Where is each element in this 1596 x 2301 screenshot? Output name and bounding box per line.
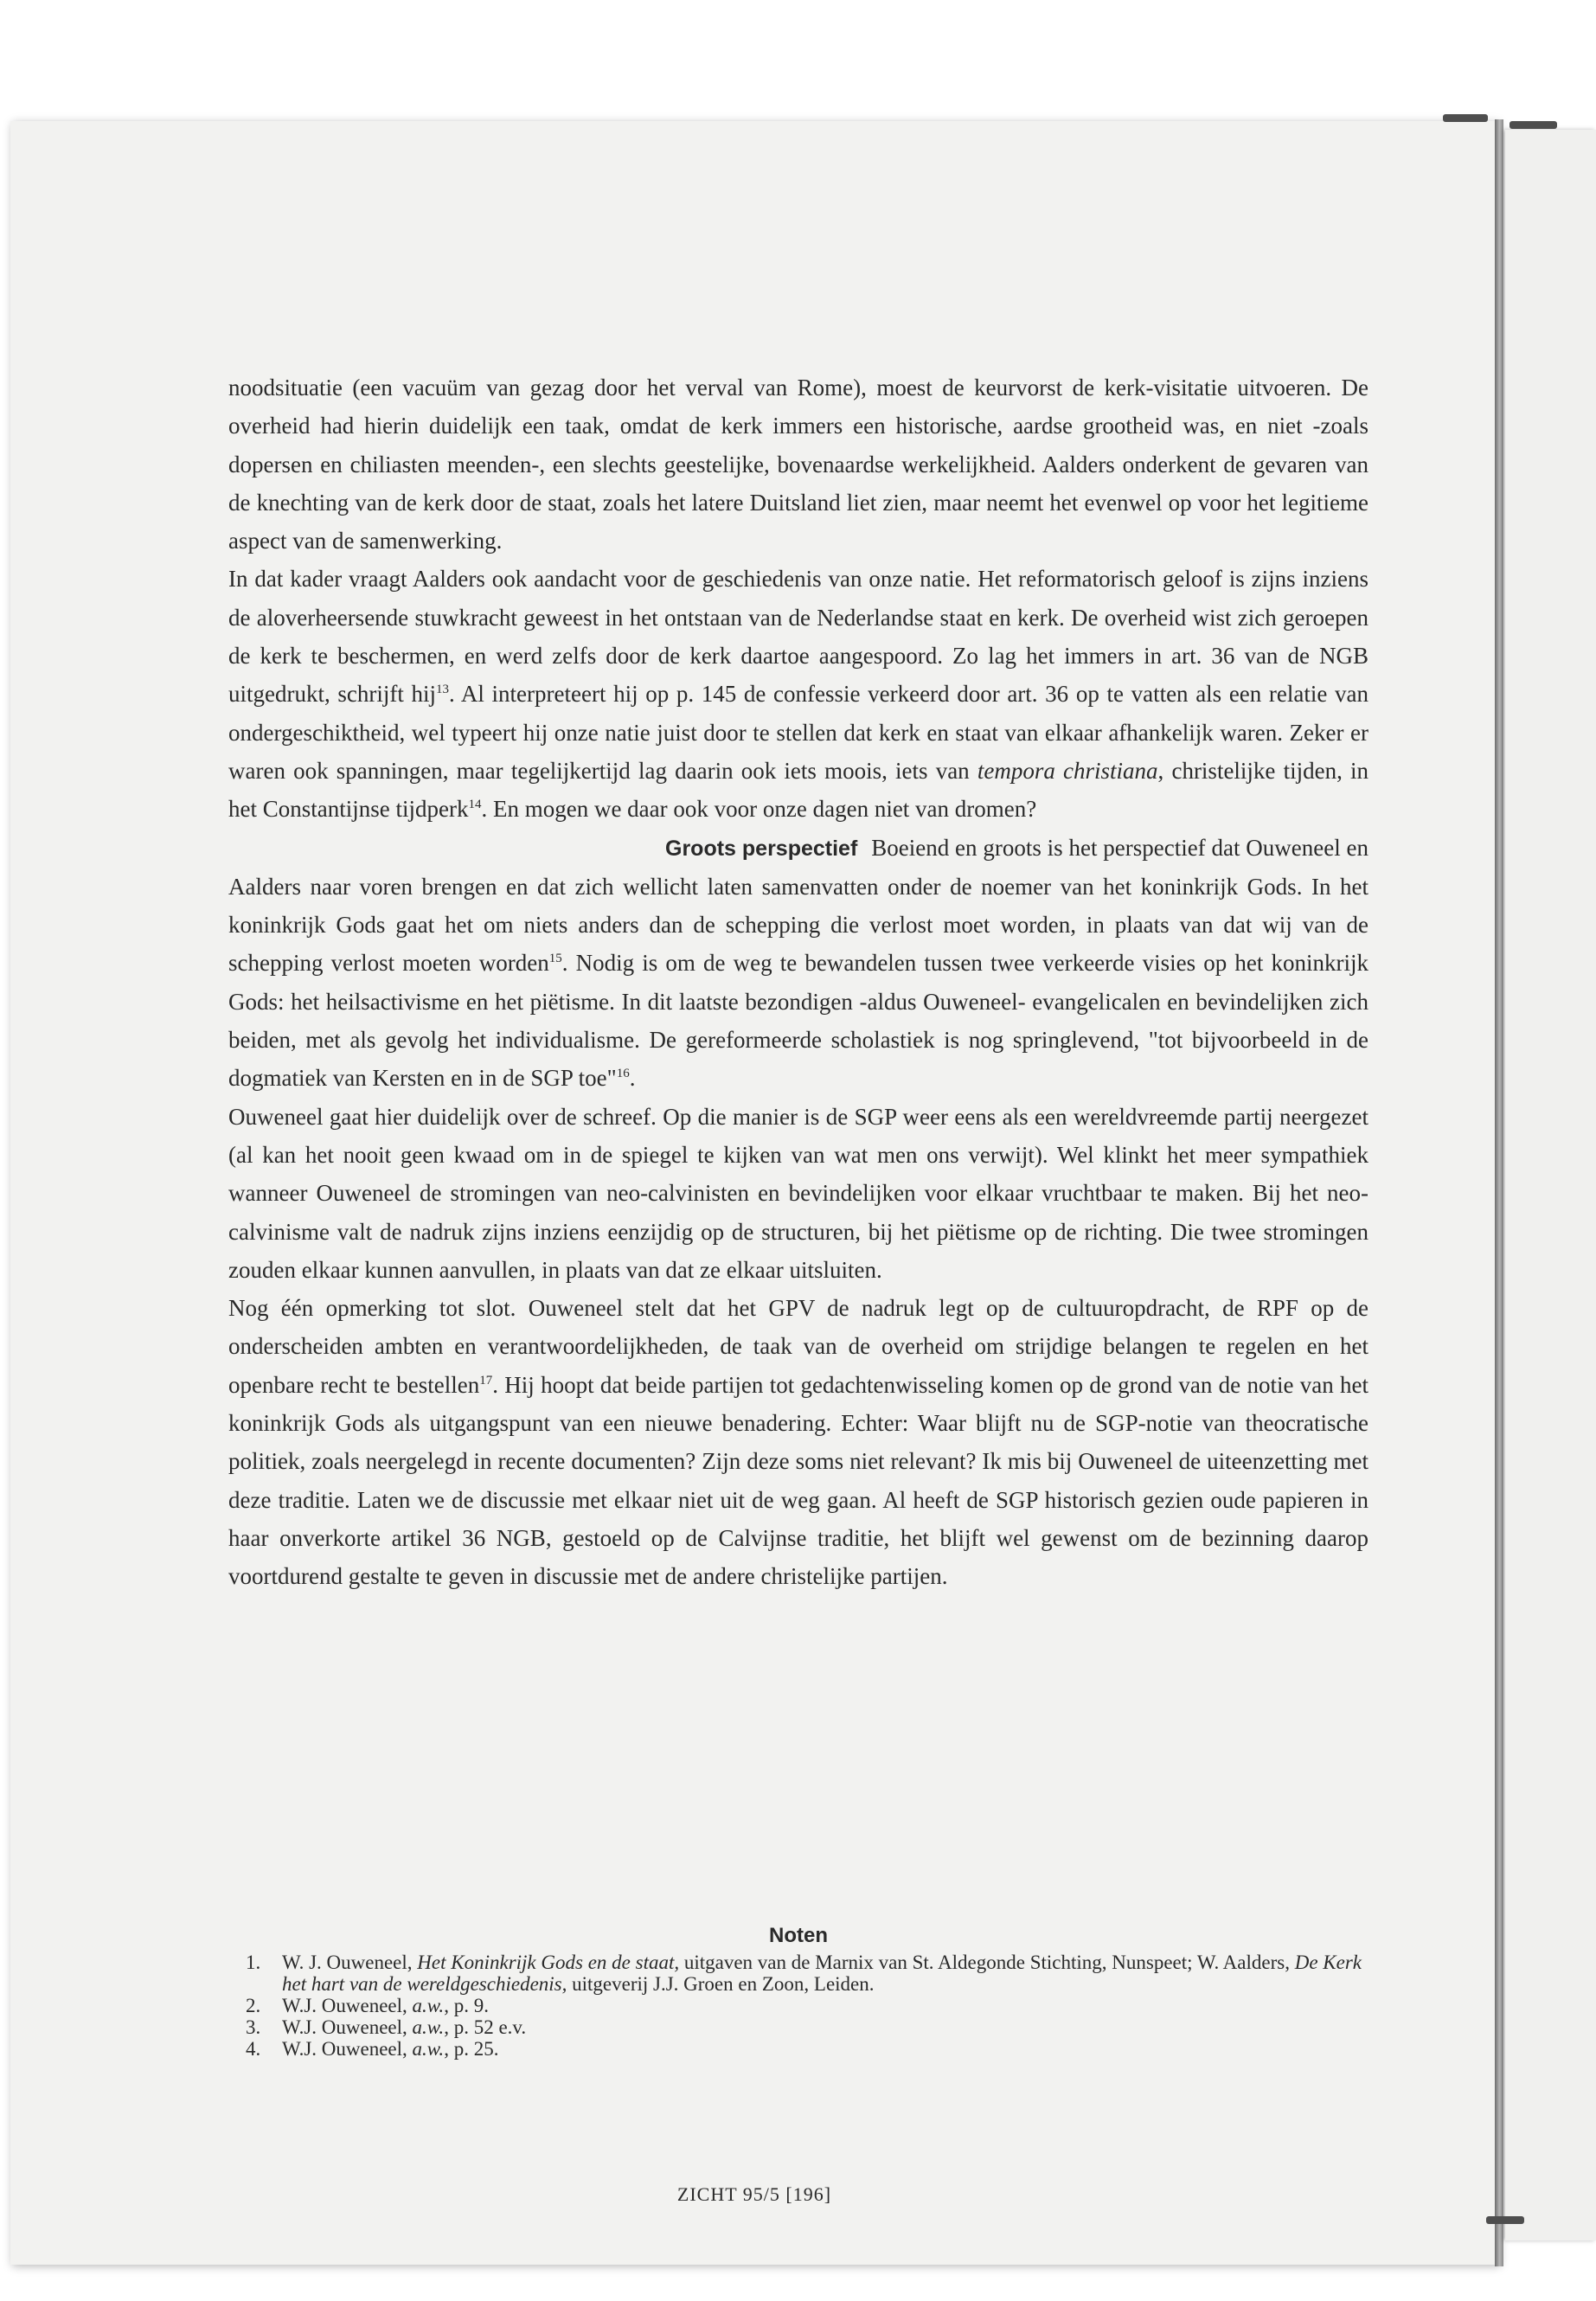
note-item: 3. W.J. Ouweneel, a.w., p. 52 e.v. bbox=[246, 2016, 527, 2038]
notes-title: Noten bbox=[769, 1924, 828, 1947]
footnote-ref-17[interactable]: 17 bbox=[479, 1373, 493, 1388]
note-item: 4. W.J. Ouweneel, a.w., p. 25. bbox=[246, 2038, 499, 2060]
notes-section bbox=[228, 1925, 1368, 2060]
binding-clip-top bbox=[1443, 114, 1488, 122]
footnote-ref-14[interactable]: 14 bbox=[468, 798, 482, 812]
article-body bbox=[228, 369, 1368, 1596]
paragraph-2: In dat kader vraagt Aalders ook aandacht voor de geschiedenis van onze natie. Het reformatorisch geloof is zijns inziens de aloverheersende stuwkracht geweest in het ontstaan van de Nederlandse staat en kerk. De overheid wist zich geroepen de kerk te beschermen, en werd zelfs door de kerk daartoe aangespoord. Zo lag het immers in art. 36 van de NGB uitgedrukt, schrijft hij$^{13}$. Al interpreteert hij op p. 145 de confessie verkeerd door art. 36 op te vatten als een relatie van ondergeschiktheid, wel typeert hij onze natie juist door te stellen dat kerk en staat van elkaar afhankelijk waren. Zeker er waren ook spanningen, maar tegelijkertijd lag daarin ook iets moois, iets van tempora christiana, christelijke tijden, in het Constantijnse tijdperk$^{14}$. En mogen we daar ook voor onze dagen niet van dromen? bbox=[228, 566, 1369, 823]
paragraph-1: noodsituatie (een vacuüm van gezag door het verval van Rome), moest de keurvorst de kerk-visitatie uitvoeren. De overheid had hierin duidelijk een taak, omdat de kerk immers een historische, aardse grootheid was, en niet -zoals dopersen en chiliasten meenden-, een slechts geestelijke, bovenaardse werkelijkheid. Aalders onderkent de gevaren van de knechting van de kerk door de staat, zoals het latere Duitsland liet zien, maar neemt het evenwel op voor het legitieme aspect van de samenwerking. bbox=[228, 375, 1368, 554]
paragraph-5: Nog één opmerking tot slot. Ouweneel stelt dat het GPV de nadruk legt op de cultuuropdracht, de RPF op de onderscheiden ambten en verantwoordelijkheden, de taak van de overheid om strijdige belangen te regelen en het openbare recht te bestellen$^{17}$. Hij hoopt dat beide partijen tot gedachtenwisseling komen op de grond van de notie van het koninkrijk Gods als uitgangspunt van een nieuwe benadering. Echter: Waar blijft nu de SGP-notie van theocratische politiek, zoals neergelegd in recente documenten? Zijn deze soms niet relevant? Ik mis bij Ouweneel de uiteenzetting met deze traditie. Laten we de discussie met elkaar niet uit de weg gaan. Al heeft de SGP historisch gezien oude papieren in haar onverkorte artikel 36 NGB, gestoeld op de Calvijnse traditie, het blijft wel gewenst om de bezinning daarop voortdurend gestalte te geven in discussie met de andere christelijke partijen. bbox=[228, 1295, 1368, 1590]
binding-clip-top-right bbox=[1509, 121, 1557, 129]
note-item: 2. W.J. Ouweneel, a.w., p. 9. bbox=[246, 1995, 489, 2016]
footnote-ref-16[interactable]: 16 bbox=[616, 1067, 630, 1081]
notes-list bbox=[228, 1952, 1368, 2060]
binding-clip-bottom bbox=[1486, 2216, 1524, 2224]
note-item: 1. W. J. Ouweneel, Het Koninkrijk Gods en de staat, uitgaven van de Marnix van St. Aldegonde Stichting, Nunspeet; W. Aalders, De Kerk het hart van de wereldgeschiedenis, uitgeverij J.J. Groen en Zoon, Leiden. bbox=[246, 1952, 1362, 1995]
section-heading: Groots perspectief bbox=[665, 836, 858, 861]
page-spine bbox=[1495, 119, 1503, 2266]
footnote-ref-15[interactable]: 15 bbox=[548, 952, 562, 966]
paragraph-4: Ouweneel gaat hier duidelijk over de schreef. Op die manier is de SGP weer eens als een wereldvreemde partij neergezet (al kan het nooit geen kwaad om in de spiegel te kijken van wat men ons verwijt). Wel klinkt het meer sympathiek wanneer Ouweneel de stromingen van neo-calvinisten en bevindelijken voor elkaar vruchtbaar te maken. Bij het neo-calvinisme valt de nadruk zijns inziens eenzijdig op de structuren, bij het piëtisme op de richting. Die twee stromingen zouden elkaar kunnen aanvullen, in plaats van dat ze elkaar uitsluiten. bbox=[228, 1103, 1368, 1283]
paragraph-3: Groots perspectief Boeiend en groots is het perspectief dat Ouweneel en Aalders naar voren brengen en dat zich wellicht laten samenvatten onder de noemer van het koninkrijk Gods. In het koninkrijk Gods gaat het om niets anders dan de schepping die verlost moet worden, in plaats van dat wij van de schepping verlost moeten worden$^{15}$. Nodig is om de weg te bewandelen tussen twee verkeerde visies op het koninkrijk Gods: het heilsactivisme en het piëtisme. In dit laatste bezondigen -aldus Ouweneel- evangelicalen en bevindelijken zich beiden, met als gevolg het individualisme. De gereformeerde scholastiek is nog springlevend, "tot bijvoorbeeld in de dogmatiek van Kersten en in de SGP toe"$^{16}$. bbox=[228, 829, 1368, 1098]
footnote-ref-13[interactable]: 13 bbox=[436, 683, 449, 697]
page-footer: ZICHT 95/5 [196] bbox=[676, 2183, 832, 2205]
next-page-edge bbox=[1505, 130, 1596, 2240]
page-sheet bbox=[10, 121, 1498, 2265]
